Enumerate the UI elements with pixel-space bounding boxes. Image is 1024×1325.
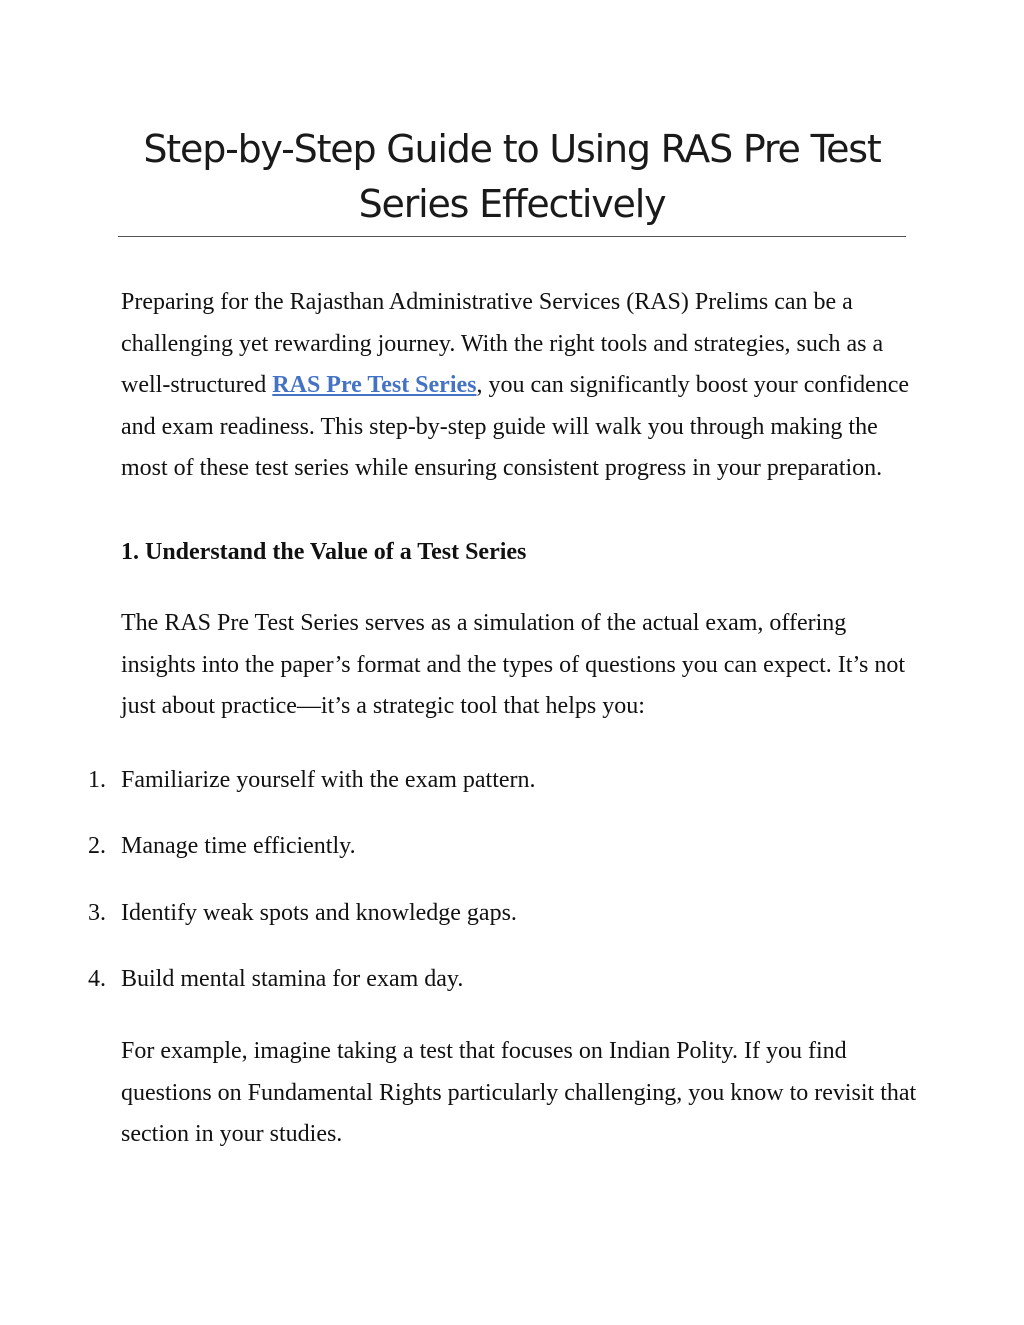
intro-text-start: Preparing for the Rajasthan Administrative Services (RAS) Prelims can be a challenging yet rewarding journey. With the right tools and strategies, such as a well-structured: [121, 289, 884, 398]
title-line-2: Series Effectively: [358, 182, 666, 226]
list-item: [0, 826, 1024, 866]
ras-pre-test-series-link[interactable]: RAS Pre Test Series: [272, 372, 477, 398]
list-item: [0, 893, 1024, 933]
title-line-1: Step-by-Step Guide to Using RAS Pre Test: [143, 127, 881, 171]
intro-paragraph: [121, 282, 921, 490]
list-item: [0, 959, 1024, 999]
list-number: 3.: [88, 900, 106, 926]
list-text: Identify weak spots and knowledge gaps.: [121, 900, 517, 926]
list-number: 1.: [88, 767, 106, 793]
example-paragraph: For example, imagine taking a test that focuses on Indian Polity. If you find questions on Fundamental Rights particularly challenging, you know to revisit that section in your studies.: [121, 1038, 917, 1147]
list-text: Familiarize yourself with the exam pattern.: [121, 767, 536, 793]
section-1-heading: 1. Understand the Value of a Test Series: [121, 539, 527, 565]
section-1-paragraph: The RAS Pre Test Series serves as a simulation of the actual exam, offering insights into the paper’s format and the types of questions you can expect. It’s not just about practice—it’s a strategic tool that helps you:: [121, 610, 906, 719]
list-text: Build mental stamina for exam day.: [121, 966, 464, 992]
page-title: [120, 122, 904, 232]
title-underline: [118, 236, 906, 237]
list-text: Manage time efficiently.: [121, 833, 356, 859]
list-number: 2.: [88, 833, 106, 859]
intro-text-end: , you can significantly boost your confidence and exam readiness. This step-by-step guide will walk you through making the most of these test series while ensuring consistent progress in your preparation.: [121, 372, 910, 481]
list-number: 4.: [88, 966, 106, 992]
list-item: [0, 760, 1024, 800]
